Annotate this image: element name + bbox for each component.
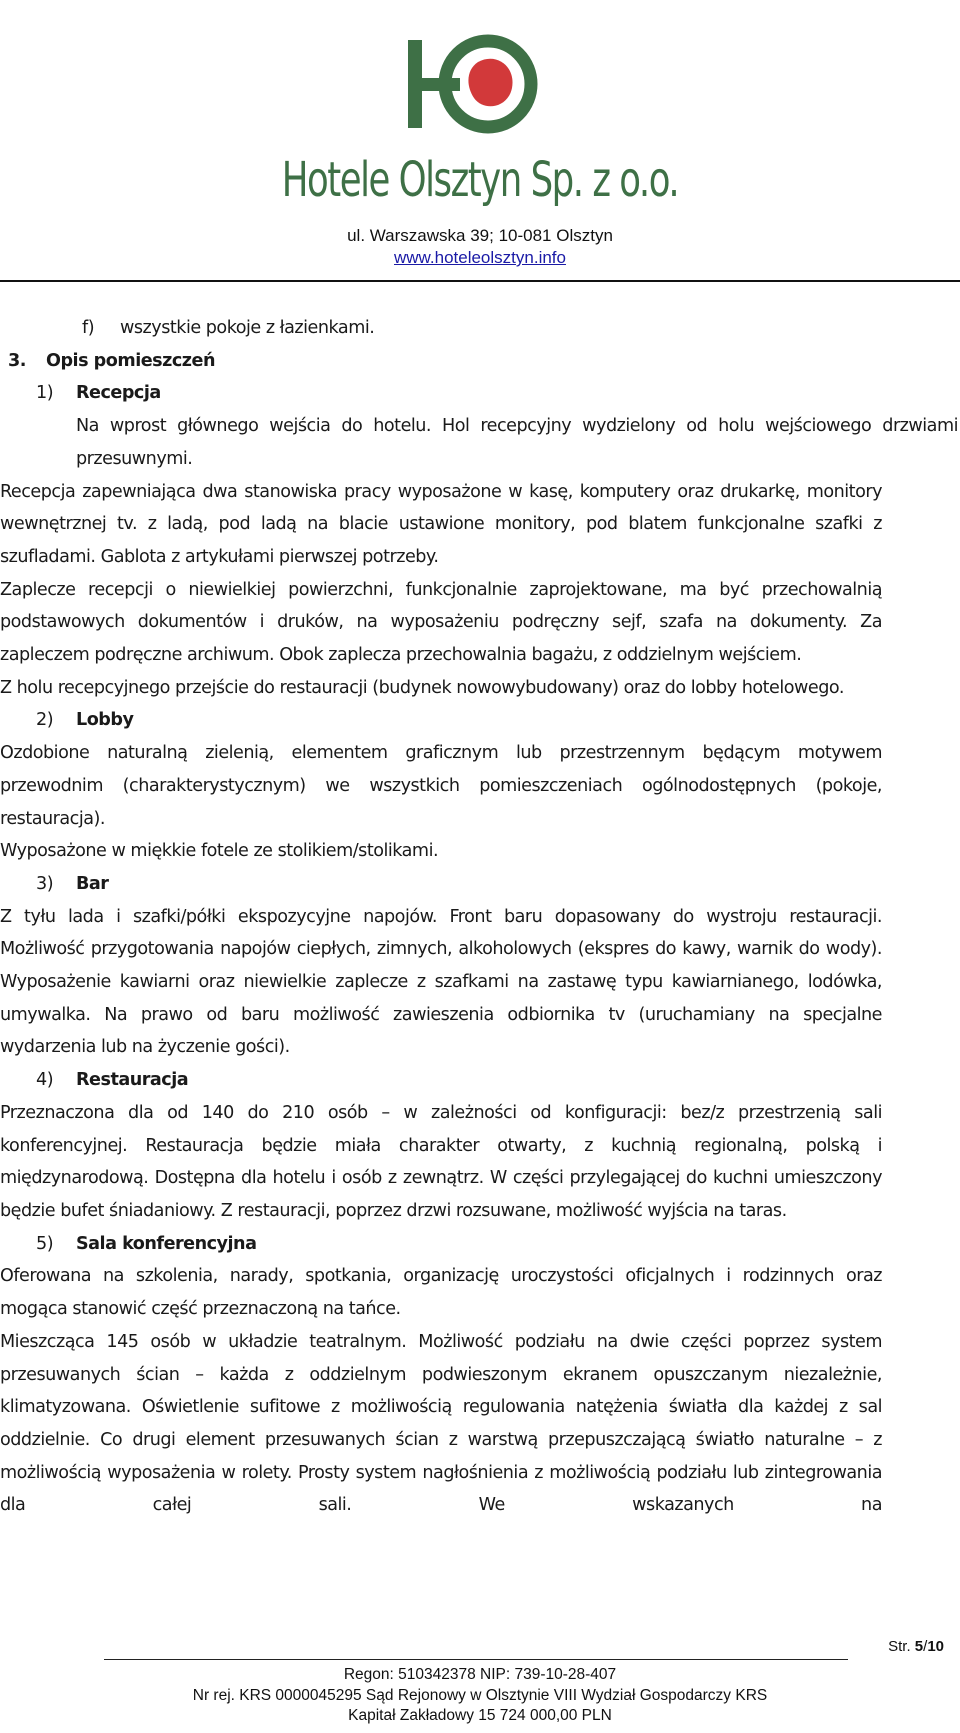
list-marker: f)	[82, 318, 95, 338]
hotel-logo-icon	[400, 22, 560, 147]
paragraph: Oferowana na szkolenia, narady, spotkania, organizację uroczystości oficjalnych i rodzinnych oraz mogąca stanowić część przeznaczoną na tańce.	[0, 1266, 882, 1320]
header-divider	[0, 280, 960, 282]
subsection-number: 5)	[36, 1233, 54, 1254]
paragraph: Mieszcząca 145 osób w układzie teatralnym. Możliwość podziału na dwie części poprzez system przesuwanych ścian – każda z oddzielnym podwieszonym ekranem opuszczanym niezależnie, klimatyzowana. Oświetlenie sufitowe z możliwością regulowania natężenia światła dla każdej z sal oddzielnie. Co drugi element przesuwanych ścian z warstwą przepuszczającą światło naturalne – z możliwością wyposażenia w rolety. Prosty system nagłośnienia z możliwością podziału lub zintegrowania dla całej sali. We wskazanych na	[0, 1331, 882, 1516]
list-item-f	[0, 312, 960, 345]
subsection-title: Bar	[76, 873, 109, 894]
subsection-heading-sala-konferencyjna	[0, 1228, 960, 1261]
subsection-title: Sala konferencyjna	[76, 1233, 257, 1254]
page-total: 10	[927, 1638, 944, 1655]
paragraph: Z holu recepcyjnego przejście do restauracji (budynek nowowybudowany) oraz do lobby hotelowego.	[0, 677, 844, 698]
page-number	[888, 1638, 944, 1655]
subsection-number: 1)	[36, 383, 54, 404]
paragraph: Wyposażone w miękkie fotele ze stolikiem/stolikami.	[0, 841, 439, 862]
footer-krs: Nr rej. KRS 0000045295 Sąd Rejonowy w Olsztynie VIII Wydział Gospodarczy KRS	[192, 1687, 768, 1704]
paragraph: Przeznaczona dla od 140 do 210 osób – w zależności od konfiguracji: bez/z przestrzenią sali konferencyjnej. Restauracja będzie miała charakter otwarty, z kuchnią regionalną, polską i międzynarodową. Dostępna dla hotelu i osób z zewnątrz. W części przylegającej do kuchni umieszczony będzie bufet śniadaniowy. Z restauracji, poprzez drzwi rozsuwane, możliwość wyjścia na taras.	[0, 1102, 882, 1221]
paragraph: Na wprost głównego wejścia do hotelu. Hol recepcyjny wydzielony od holu wejściowego drzwiami przesuwnymi.	[76, 416, 958, 469]
paragraph: Zaplecze recepcji o niewielkiej powierzchni, funkcjonalnie zaprojektowane, ma być przechowalnią podstawowych dokumentów i druków, na wyposażeniu podręczny sejf, szafa na dokumenty. Za zapleczem podręczne archiwum. Obok zaplecza przechowalnia bagażu, z oddzielnym wejściem.	[0, 579, 882, 666]
section-number: 3.	[8, 350, 26, 371]
page-label: Str.	[888, 1638, 915, 1655]
document-body	[0, 312, 960, 1522]
subsection-title: Recepcja	[76, 383, 161, 404]
company-website-link[interactable]: www.hoteleolsztyn.info	[394, 248, 566, 267]
page-current: 5	[914, 1638, 924, 1655]
subsection-number: 3)	[36, 873, 54, 894]
company-address: ul. Warszawska 39; 10-081 Olsztyn	[347, 226, 613, 245]
subsection-title: Restauracja	[76, 1070, 189, 1091]
paragraph: Z tyłu lada i szafki/półki ekspozycyjne napojów. Front baru dopasowany do wystroju restauracji. Możliwość przygotowania napojów ciepłych, zimnych, alkoholowych (ekspres do kawy, warnik do wody). Wyposażenie kawiarni oraz niewielkie zaplecze z szafkami na zastawę typu kawiarnianego, lodówka, umywalka. Na prawo od baru możliwość zawieszenia odbiornika tv (uruchamiany na specjalne wydarzenia lub na życzenie gości).	[0, 906, 882, 1058]
paragraph: Ozdobione naturalną zielenią, elementem graficznym lub przestrzennym będącym motywem przewodnim (charakterystycznym) we wszystkich pomieszczeniach ogólnodostępnych (pokoje, restauracja).	[0, 743, 882, 829]
footer-capital: Kapitał Zakładowy 15 724 000,00 PLN	[348, 1707, 612, 1724]
subsection-heading-restauracja	[0, 1064, 960, 1097]
subsection-heading-recepcja	[0, 377, 960, 410]
subsection-title: Lobby	[76, 710, 134, 731]
logo-wordmark: Hotele Olsztyn Sp. z o.o.	[281, 152, 679, 208]
list-item-text: wszystkie pokoje z łazienkami.	[120, 318, 375, 338]
letterhead	[0, 0, 960, 282]
paragraph: Recepcja zapewniająca dwa stanowiska pracy wyposażone w kasę, komputery oraz drukarkę, monitory wewnętrznej tv. z ladą, pod ladą na blacie ustawione monitory, pod blatem funkcjonalne szafki z szufladami. Gablota z artykułami pierwszej potrzeby.	[0, 481, 882, 567]
footer-regon-nip: Regon: 510342378 NIP: 739-10-28-407	[343, 1666, 617, 1683]
subsection-number: 4)	[36, 1070, 54, 1091]
footer-divider	[104, 1659, 848, 1660]
section-heading	[0, 345, 960, 378]
subsection-heading-lobby	[0, 704, 960, 737]
section-title: Opis pomieszczeń	[46, 350, 215, 371]
page-separator: /	[923, 1638, 928, 1655]
subsection-heading-bar	[0, 868, 960, 901]
subsection-number: 2)	[36, 710, 54, 731]
